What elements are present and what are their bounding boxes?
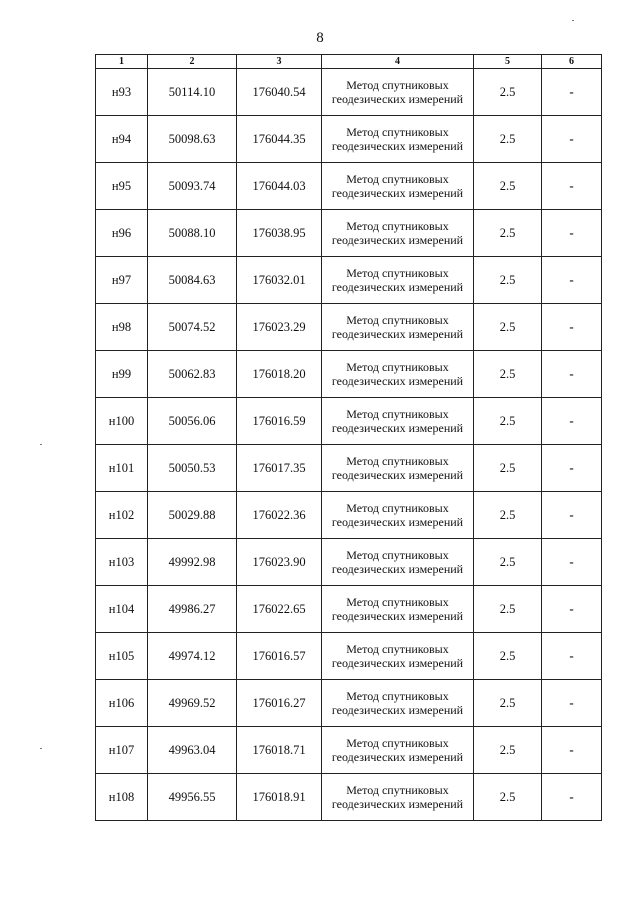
table-row <box>96 680 602 727</box>
table-row <box>96 351 602 398</box>
table-row <box>96 727 602 774</box>
method-cell: Метод спутниковых геодезических измерений <box>322 633 474 680</box>
x-coordinate-cell: 49963.04 <box>148 727 237 774</box>
point-name-cell: н107 <box>96 727 148 774</box>
note-cell: - <box>542 492 602 539</box>
x-coordinate-cell: 50098.63 <box>148 116 237 163</box>
note-cell: - <box>542 116 602 163</box>
y-coordinate-cell: 176022.65 <box>237 586 322 633</box>
column-header: 6 <box>542 55 602 69</box>
accuracy-cell: 2.5 <box>474 163 542 210</box>
x-coordinate-cell: 49974.12 <box>148 633 237 680</box>
point-name-cell: н106 <box>96 680 148 727</box>
x-coordinate-cell: 50088.10 <box>148 210 237 257</box>
method-cell: Метод спутниковых геодезических измерений <box>322 727 474 774</box>
method-cell: Метод спутниковых геодезических измерений <box>322 445 474 492</box>
y-coordinate-cell: 176044.03 <box>237 163 322 210</box>
table-row <box>96 304 602 351</box>
table-row <box>96 210 602 257</box>
column-header: 5 <box>474 55 542 69</box>
y-coordinate-cell: 176022.36 <box>237 492 322 539</box>
accuracy-cell: 2.5 <box>474 398 542 445</box>
column-header: 1 <box>96 55 148 69</box>
point-name-cell: н108 <box>96 774 148 821</box>
point-name-cell: н94 <box>96 116 148 163</box>
point-name-cell: н97 <box>96 257 148 304</box>
accuracy-cell: 2.5 <box>474 210 542 257</box>
point-name-cell: н93 <box>96 69 148 116</box>
method-cell: Метод спутниковых геодезических измерений <box>322 257 474 304</box>
accuracy-cell: 2.5 <box>474 257 542 304</box>
page-number: 8 <box>316 30 324 46</box>
scan-mark <box>40 748 42 749</box>
point-name-cell: н98 <box>96 304 148 351</box>
header-row <box>96 55 602 69</box>
method-cell: Метод спутниковых геодезических измерений <box>322 774 474 821</box>
note-cell: - <box>542 539 602 586</box>
x-coordinate-cell: 50062.83 <box>148 351 237 398</box>
note-cell: - <box>542 445 602 492</box>
y-coordinate-cell: 176017.35 <box>237 445 322 492</box>
table-row <box>96 69 602 116</box>
method-cell: Метод спутниковых геодезических измерений <box>322 539 474 586</box>
y-coordinate-cell: 176044.35 <box>237 116 322 163</box>
note-cell: - <box>542 210 602 257</box>
accuracy-cell: 2.5 <box>474 492 542 539</box>
table-row <box>96 774 602 821</box>
table-row <box>96 398 602 445</box>
scan-mark <box>572 20 574 21</box>
method-cell: Метод спутниковых геодезических измерений <box>322 69 474 116</box>
note-cell: - <box>542 727 602 774</box>
y-coordinate-cell: 176040.54 <box>237 69 322 116</box>
y-coordinate-cell: 176016.59 <box>237 398 322 445</box>
note-cell: - <box>542 257 602 304</box>
x-coordinate-cell: 50114.10 <box>148 69 237 116</box>
x-coordinate-cell: 50029.88 <box>148 492 237 539</box>
method-cell: Метод спутниковых геодезических измерений <box>322 163 474 210</box>
point-name-cell: н99 <box>96 351 148 398</box>
x-coordinate-cell: 49969.52 <box>148 680 237 727</box>
y-coordinate-cell: 176023.29 <box>237 304 322 351</box>
method-cell: Метод спутниковых геодезических измерений <box>322 586 474 633</box>
table-row <box>96 257 602 304</box>
note-cell: - <box>542 163 602 210</box>
accuracy-cell: 2.5 <box>474 774 542 821</box>
accuracy-cell: 2.5 <box>474 69 542 116</box>
x-coordinate-cell: 50050.53 <box>148 445 237 492</box>
scan-mark <box>40 444 42 445</box>
point-name-cell: н104 <box>96 586 148 633</box>
method-cell: Метод спутниковых геодезических измерений <box>322 116 474 163</box>
accuracy-cell: 2.5 <box>474 680 542 727</box>
x-coordinate-cell: 49956.55 <box>148 774 237 821</box>
note-cell: - <box>542 586 602 633</box>
point-name-cell: н103 <box>96 539 148 586</box>
y-coordinate-cell: 176032.01 <box>237 257 322 304</box>
note-cell: - <box>542 633 602 680</box>
y-coordinate-cell: 176038.95 <box>237 210 322 257</box>
accuracy-cell: 2.5 <box>474 633 542 680</box>
note-cell: - <box>542 69 602 116</box>
point-name-cell: н96 <box>96 210 148 257</box>
column-header: 3 <box>237 55 322 69</box>
note-cell: - <box>542 774 602 821</box>
y-coordinate-cell: 176018.71 <box>237 727 322 774</box>
x-coordinate-cell: 49992.98 <box>148 539 237 586</box>
note-cell: - <box>542 680 602 727</box>
table-row <box>96 163 602 210</box>
accuracy-cell: 2.5 <box>474 351 542 398</box>
table-row <box>96 445 602 492</box>
accuracy-cell: 2.5 <box>474 539 542 586</box>
note-cell: - <box>542 351 602 398</box>
coordinates-table <box>95 54 602 821</box>
table-row <box>96 492 602 539</box>
method-cell: Метод спутниковых геодезических измерений <box>322 351 474 398</box>
x-coordinate-cell: 50093.74 <box>148 163 237 210</box>
accuracy-cell: 2.5 <box>474 304 542 351</box>
table-row <box>96 116 602 163</box>
note-cell: - <box>542 398 602 445</box>
point-name-cell: н105 <box>96 633 148 680</box>
point-name-cell: н95 <box>96 163 148 210</box>
table-row <box>96 633 602 680</box>
y-coordinate-cell: 176023.90 <box>237 539 322 586</box>
accuracy-cell: 2.5 <box>474 445 542 492</box>
y-coordinate-cell: 176016.57 <box>237 633 322 680</box>
method-cell: Метод спутниковых геодезических измерений <box>322 492 474 539</box>
y-coordinate-cell: 176016.27 <box>237 680 322 727</box>
point-name-cell: н101 <box>96 445 148 492</box>
accuracy-cell: 2.5 <box>474 116 542 163</box>
column-header: 4 <box>322 55 474 69</box>
note-cell: - <box>542 304 602 351</box>
point-name-cell: н102 <box>96 492 148 539</box>
table-row <box>96 586 602 633</box>
method-cell: Метод спутниковых геодезических измерений <box>322 680 474 727</box>
x-coordinate-cell: 50084.63 <box>148 257 237 304</box>
x-coordinate-cell: 49986.27 <box>148 586 237 633</box>
point-name-cell: н100 <box>96 398 148 445</box>
x-coordinate-cell: 50056.06 <box>148 398 237 445</box>
y-coordinate-cell: 176018.91 <box>237 774 322 821</box>
x-coordinate-cell: 50074.52 <box>148 304 237 351</box>
accuracy-cell: 2.5 <box>474 586 542 633</box>
column-header: 2 <box>148 55 237 69</box>
method-cell: Метод спутниковых геодезических измерений <box>322 210 474 257</box>
method-cell: Метод спутниковых геодезических измерений <box>322 398 474 445</box>
method-cell: Метод спутниковых геодезических измерений <box>322 304 474 351</box>
accuracy-cell: 2.5 <box>474 727 542 774</box>
y-coordinate-cell: 176018.20 <box>237 351 322 398</box>
table-row <box>96 539 602 586</box>
